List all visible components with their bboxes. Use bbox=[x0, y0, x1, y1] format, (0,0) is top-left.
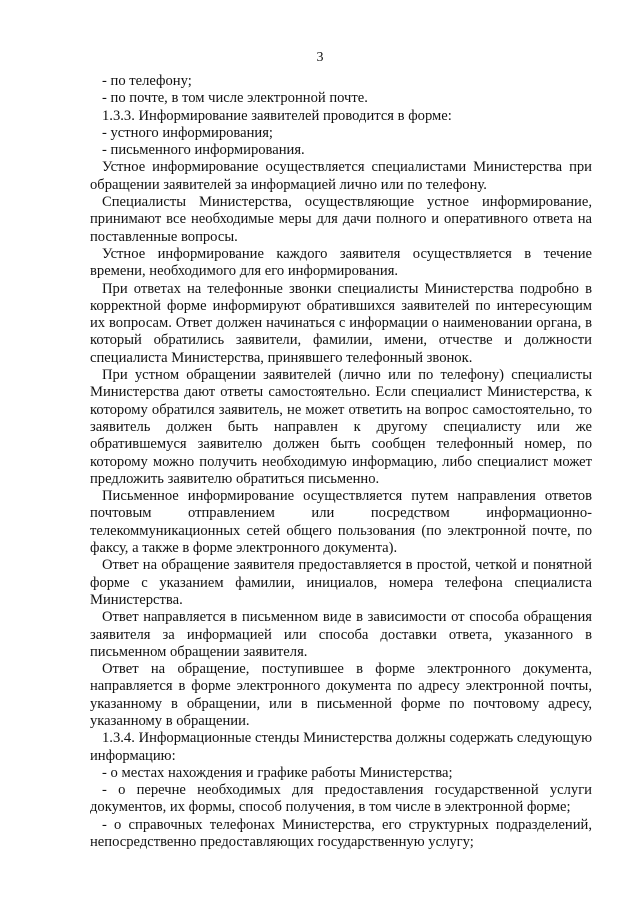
list-item: - устного информирования; bbox=[102, 124, 273, 141]
list-item: - о перечне необходимых для предоставления государственной услуги документов, их формы, способ получения, в том числе в электронной форме; bbox=[90, 782, 592, 816]
paragraph: Письменное информирование осуществляется путем направления ответов почтовым отправлением или посредством информационно-телекоммуникационных сетей общего пользования (по электронной почте, по факсу, а также в форме электронного документа). bbox=[90, 488, 592, 557]
paragraph: Ответ на обращение заявителя предоставляется в простой, четкой и понятной форме с указанием фамилии, инициалов, номера телефона специалиста Министерства. bbox=[90, 557, 592, 608]
paragraph: При устном обращении заявителей (лично или по телефону) специалисты Министерства дают ответы самостоятельно. Если специалист Министерства, к которому обратился заявитель, не может ответить на вопрос самостоятельно, то заявитель должен быть направлен к другому специалисту или же обратившемуся заявителю должен быть сообщен телефонный номер, по которому можно получить необходимую информацию, либо специалист может предложить заявителю обратиться письменно. bbox=[90, 367, 592, 487]
list-item: - о местах нахождения и графике работы Министерства; bbox=[102, 764, 453, 781]
paragraph: Устное информирование каждого заявителя осуществляется в течение времени, необходимого для его информирования. bbox=[90, 245, 592, 280]
section-heading: 1.3.3. Информирование заявителей проводится в форме: bbox=[102, 107, 452, 124]
list-item: - письменного информирования. bbox=[102, 142, 305, 159]
paragraph: При ответах на телефонные звонки специалисты Министерства подробно в корректной форме информируют обратившихся заявителей по интересующим их вопросам. Ответ должен начинаться с информации о наименовании органа, в который обратились заявители, фамилии, имени, отчестве и должности специалиста Министерства, принявшего телефонный звонок. bbox=[90, 280, 592, 366]
section-heading: 1.3.4. Информационные стенды Министерства должны содержать следующую информацию: bbox=[90, 730, 592, 764]
document-body bbox=[90, 73, 592, 851]
list-item: - по почте, в том числе электронной почте. bbox=[102, 90, 368, 107]
page-number: 3 bbox=[316, 50, 324, 65]
paragraph: Специалисты Министерства, осуществляющие устное информирование, принимают все необходимые меры для дачи полного и оперативного ответа на поставленные вопросы. bbox=[90, 194, 592, 245]
paragraph: Ответ на обращение, поступившее в форме электронного документа, направляется в форме электронного документа по адресу электронной почты, указанному в обращении, или в письменной форме по почтовому адресу, указанному в обращении. bbox=[90, 661, 592, 729]
list-item: - по телефону; bbox=[102, 73, 192, 89]
paragraph: Устное информирование осуществляется специалистами Министерства при обращении заявителей за информацией лично или по телефону. bbox=[90, 159, 592, 193]
paragraph: Ответ направляется в письменном виде в зависимости от способа обращения заявителя за информацией или способа доставки ответа, указанного в письменном обращении заявителя. bbox=[90, 609, 592, 660]
list-item: - о справочных телефонах Министерства, его структурных подразделений, непосредственно предоставляющих государственную услугу; bbox=[90, 816, 592, 851]
